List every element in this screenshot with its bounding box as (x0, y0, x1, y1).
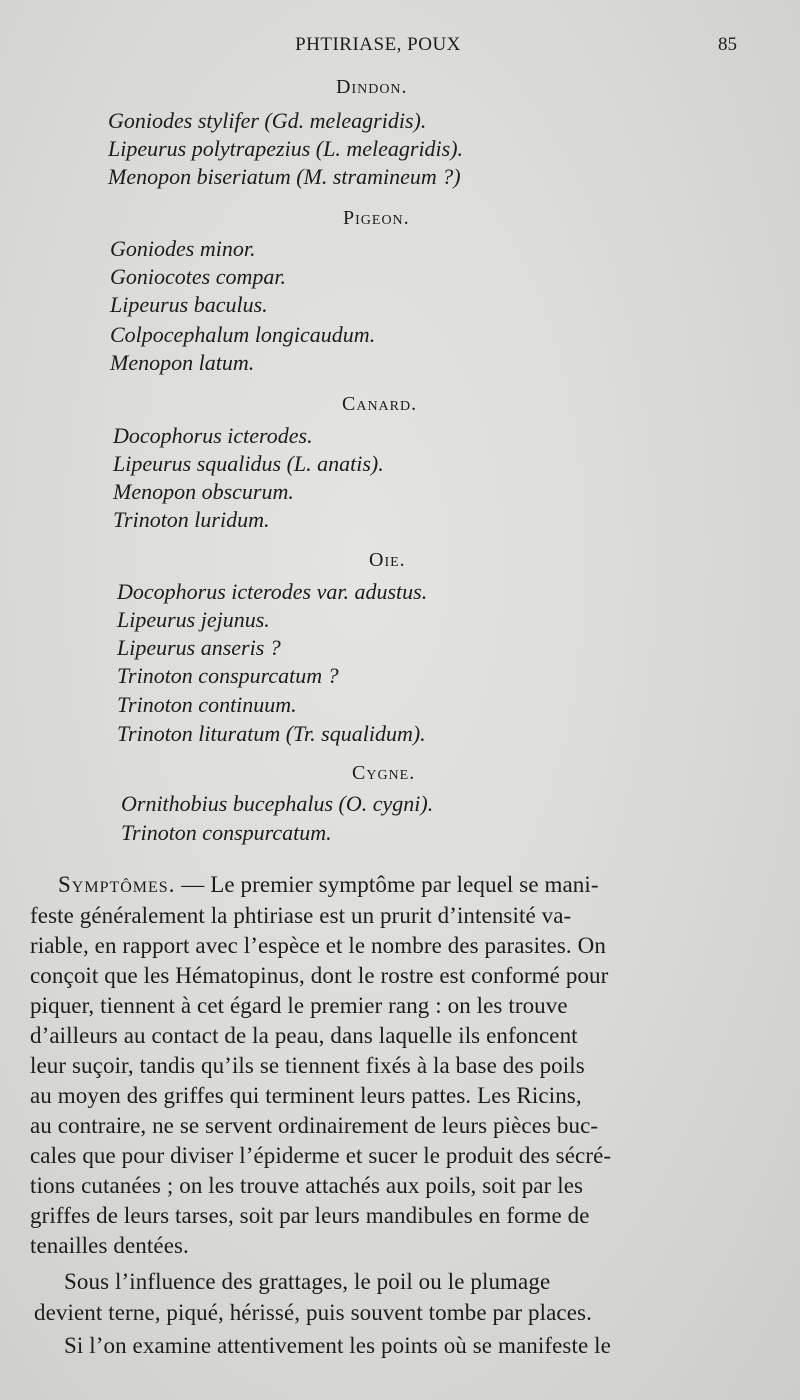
paragraph-line: tenailles dentées. (30, 1233, 189, 1258)
symptoms-heading: Symptômes. (58, 872, 176, 897)
species-line: Goniocotes compar. (110, 264, 286, 289)
species-line: Trinoton luridum. (113, 507, 270, 532)
species-line: Goniodes minor. (110, 236, 256, 261)
species-line: Trinoton conspurcatum. (121, 820, 332, 845)
running-title: PHTIRIASE, POUX (295, 34, 461, 55)
species-line: Docophorus icterodes var. adustus. (117, 579, 428, 604)
paragraph-line: au moyen des griffes qui terminent leurs pattes. Les Ricins, (30, 1083, 582, 1108)
section-heading-canard: Canard. (342, 393, 418, 415)
section-heading-cygne: Cygne. (352, 762, 416, 784)
paragraph-line: griffes de leurs tarses, soit par leurs mandibules en forme de (30, 1203, 590, 1228)
paragraph-line: cales que pour diviser l’épiderme et sucer le produit des sécré- (30, 1143, 612, 1168)
species-line: Lipeurus squalidus (L. anatis). (113, 451, 384, 476)
paragraph-line: tions cutanées ; on les trouve attachés aux poils, soit par les (30, 1173, 584, 1198)
section-heading-dindon: Dindon. (336, 76, 408, 98)
paragraph-line: riable, en rapport avec l’espèce et le nombre des parasites. On (30, 933, 606, 958)
species-line: Trinoton continuum. (117, 692, 297, 717)
paragraph-line: Symptômes. — Le premier symptôme par lequel se mani- (58, 872, 599, 897)
species-line: Trinoton conspurcatum ? (117, 663, 339, 688)
paragraph-line: Si l’on examine attentivement les points où se manifeste le (64, 1333, 611, 1358)
paragraph-line: Sous l’influence des grattages, le poil ou le plumage (64, 1269, 551, 1294)
species-line: Menopon latum. (110, 350, 255, 375)
species-line: Goniodes stylifer (Gd. meleagridis). (108, 108, 427, 133)
section-heading-pigeon: Pigeon. (343, 207, 410, 229)
species-line: Trinoton lituratum (Tr. squalidum). (117, 721, 426, 746)
paragraph-line: piquer, tiennent à cet égard le premier rang : on les trouve (30, 993, 568, 1018)
species-line: Menopon biseriatum (M. stramineum ?) (108, 164, 461, 189)
paragraph-line: d’ailleurs au contact de la peau, dans laquelle ils enfoncent (30, 1023, 578, 1048)
species-line: Docophorus icterodes. (113, 423, 313, 448)
paragraph-line: leur suçoir, tandis qu’ils se tiennent fixés à la base des poils (30, 1053, 585, 1078)
species-line: Menopon obscurum. (113, 479, 294, 504)
paragraph-line: au contraire, ne se servent ordinairement de leurs pièces buc- (30, 1113, 599, 1138)
species-line: Ornithobius bucephalus (O. cygni). (121, 791, 434, 816)
species-line: Colpocephalum longicaudum. (110, 322, 376, 347)
species-line: Lipeurus anseris ? (117, 635, 281, 660)
page-number: 85 (718, 34, 737, 55)
paragraph-line: conçoit que les Hématopinus, dont le rostre est conformé pour (30, 963, 609, 988)
paragraph-line: feste généralement la phtiriase est un prurit d’intensité va- (30, 903, 572, 928)
species-line: Lipeurus jejunus. (117, 607, 270, 632)
species-line: Lipeurus baculus. (110, 292, 268, 317)
section-heading-oie: Oie. (369, 549, 406, 571)
species-line: Lipeurus polytrapezius (L. meleagridis). (108, 136, 464, 161)
paragraph-line: devient terne, piqué, hérissé, puis souvent tombe par places. (34, 1300, 592, 1325)
